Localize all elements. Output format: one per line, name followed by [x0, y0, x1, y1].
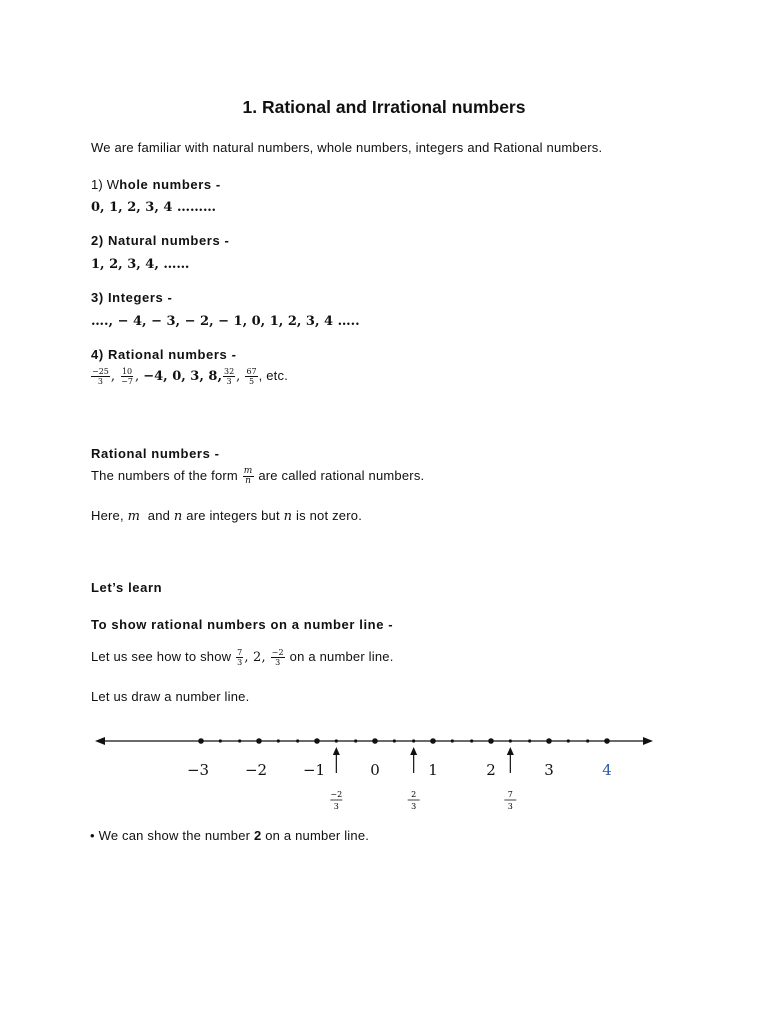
number-line-dot: [528, 739, 531, 742]
number-line-label: −1: [302, 761, 326, 779]
number-line-dot: [567, 739, 570, 742]
fraction-minus-two-thirds: $\frac{-2}{3}$: [271, 648, 284, 667]
whole-numbers-label: hole numbers -: [119, 177, 221, 192]
integers-heading: 3) Integers -: [91, 290, 173, 305]
number-line-dot: [451, 739, 454, 742]
whole-numbers-heading: [91, 176, 221, 194]
number-line-dot: [488, 738, 494, 744]
number-line-dot: [546, 738, 552, 744]
arrow-fraction-numerator: 7: [507, 790, 513, 799]
number-line-dot: [256, 738, 262, 744]
number-line-dot: [198, 738, 204, 744]
number-line-dot: [277, 739, 280, 742]
fraction: $\frac{32}{3}$: [223, 367, 235, 386]
number-line-dot: [335, 739, 338, 742]
draw-instruction: Let us draw a number line.: [91, 689, 250, 704]
definition-heading: Rational numbers -: [91, 446, 220, 461]
natural-numbers-heading: 2) Natural numbers -: [91, 233, 230, 248]
right-arrow-icon: [643, 737, 653, 745]
number-line-label: −2: [244, 761, 268, 779]
rational-examples-middle: −4, 0, 3, 8,: [143, 368, 222, 384]
arrow-fraction-numerator: 2: [411, 790, 417, 799]
fraction-m-over-n: $\frac{m}{n}$: [243, 466, 253, 486]
number-line-label: −3: [186, 761, 210, 779]
bullet-icon: •: [90, 828, 95, 843]
arrow-fraction-denominator: 3: [333, 802, 339, 811]
fraction: $\frac{-25}{3}$: [92, 367, 109, 386]
arrow-fraction-denominator: 3: [411, 802, 417, 811]
number-line-dot: [296, 739, 299, 742]
number-line-dot: [219, 739, 222, 742]
rational-examples-line: $\frac{-25}{3}$ , $\frac{10}{-7}$ , −4, 0, 3, 8, $\frac{32}{3}$ , $\frac{67}{5}$ , etc.: [92, 367, 289, 386]
number-line-label: 1: [428, 761, 438, 779]
definition-line: The numbers of the form $\frac{m}{n}$ are called rational numbers.: [91, 466, 425, 486]
pointer-arrowhead-icon: [410, 747, 417, 755]
fraction: $\frac{10}{-7}$: [121, 367, 133, 386]
number-line-dot: [354, 739, 357, 742]
number-line-dot: [586, 739, 589, 742]
integers-list: …., − 4, − 3, − 2, − 1, 0, 1, 2, 3, 4 …..: [91, 314, 360, 329]
fraction: $\frac{67}{5}$: [246, 367, 257, 386]
rational-numbers-heading: 4) Rational numbers -: [91, 347, 237, 362]
definition-note: Here, m and n are integers but n is not zero.: [91, 508, 363, 524]
number-line-dot: [470, 739, 473, 742]
number-line-label: 3: [544, 761, 554, 779]
whole-numbers-prefix: 1) W: [91, 177, 120, 192]
rational-examples-tail: , etc.: [258, 367, 289, 383]
number-line-label: 2: [486, 761, 496, 779]
arrow-fraction-denominator: 3: [507, 802, 513, 811]
lets-learn-heading: Let’s learn: [91, 580, 163, 595]
number-line-dot: [238, 739, 241, 742]
pointer-arrowhead-icon: [333, 747, 340, 755]
number-line-dot: [509, 739, 512, 742]
number-line-dot: [412, 739, 415, 742]
number-line-dot: [604, 738, 610, 744]
pointer-arrowhead-icon: [507, 747, 514, 755]
task-heading: To show rational numbers on a number line -: [91, 617, 394, 632]
whole-numbers-list: 0, 1, 2, 3, 4 ………: [91, 200, 216, 215]
number-line-dot: [372, 738, 378, 744]
arrow-fraction-numerator: −2: [330, 790, 343, 799]
number-line-figure: [0, 725, 768, 825]
left-arrow-icon: [95, 737, 105, 745]
natural-numbers-list: 1, 2, 3, 4, ……: [91, 257, 190, 272]
bullet-item: • We can show the number 2 on a number line.: [90, 828, 370, 843]
show-instruction: Let us see how to show $\frac{7}{3}$ , 2, $\frac{-2}{3}$ on a number line.: [91, 648, 394, 667]
number-line-dot: [314, 738, 320, 744]
number-line-dot: [430, 738, 436, 744]
intro-paragraph: We are familiar with natural numbers, whole numbers, integers and Rational numbers.: [91, 140, 603, 155]
number-line-dot: [393, 739, 396, 742]
number-line-label: 4: [602, 761, 612, 779]
number-line-label: 0: [370, 761, 380, 779]
page-title: 1. Rational and Irrational numbers: [242, 97, 526, 117]
fraction-seven-thirds: $\frac{7}{3}$: [237, 648, 243, 667]
